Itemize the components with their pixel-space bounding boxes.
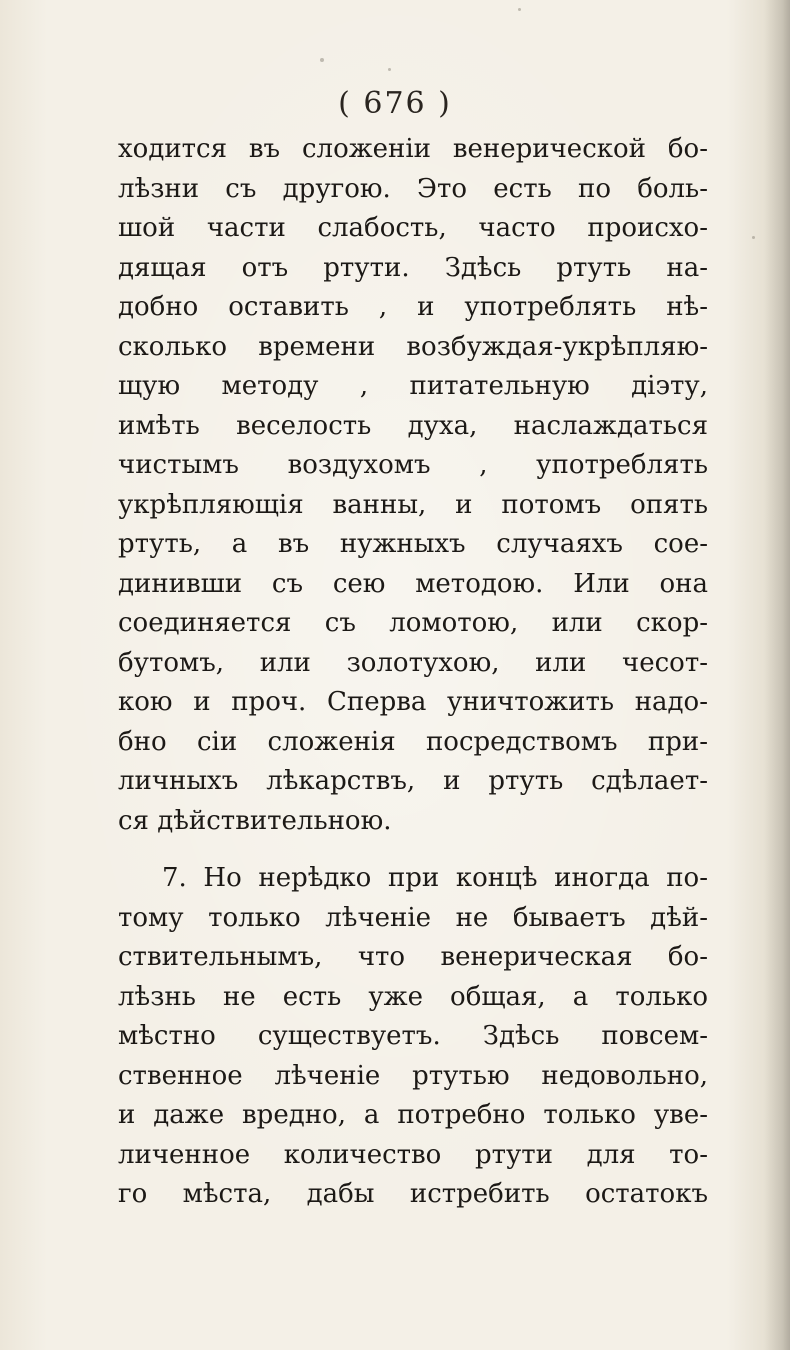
paper-speck — [752, 236, 755, 239]
text-line: соединяется съ ломотою, или скор- — [118, 608, 708, 638]
text-line: бно сiи сложенiя посредствомъ при- — [118, 726, 708, 757]
text-line: имѣть веселость духа, наслаждаться — [118, 410, 708, 441]
text-line: дящая отъ ртути. Здѣсь ртуть на- — [118, 252, 708, 283]
text-line: личныхъ лѣкарствъ, и ртуть сдѣлает- — [118, 766, 708, 796]
text-line: сколько времени возбуждая-укрѣпляю- — [118, 331, 708, 362]
text-line: чистымъ воздухомъ , употреблять — [118, 450, 708, 480]
body-text — [118, 130, 708, 1215]
paper-speck — [518, 8, 521, 11]
text-line: лѣзнь не есть уже общая, а только — [118, 981, 708, 1012]
paragraph — [118, 859, 708, 1215]
spine-shadow — [764, 0, 790, 1350]
text-line: го мѣста, дабы истребить остатокъ — [118, 1179, 708, 1209]
paper-speck — [320, 58, 324, 62]
text-line: добно оставить , и употреблять нѣ- — [118, 292, 708, 322]
text-line: укрѣпляющiя ванны, и потомъ опять — [118, 489, 708, 520]
text-line: ствительнымъ, что венерическая бо- — [118, 942, 708, 972]
text-line: шой части слабость, часто происхо- — [118, 213, 708, 243]
text-line: ртуть, а въ нужныхъ случаяхъ сое- — [118, 529, 708, 559]
text-line: кою и проч. Сперва уничтожить надо- — [118, 687, 708, 717]
text-line: динивши съ сею методою. Или она — [118, 568, 708, 599]
text-line: ся дѣйствительною. — [118, 805, 392, 836]
text-line: мѣстно существуетъ. Здѣсь повсем- — [118, 1021, 708, 1051]
text-line: и даже вредно, а потребно только уве- — [118, 1100, 708, 1130]
text-line: ходится въ сложенiи венерической бо- — [118, 134, 708, 164]
text-line: личенное количество ртути для то- — [118, 1139, 708, 1170]
page-number: ( 676 ) — [338, 86, 452, 121]
paragraph — [118, 130, 708, 841]
text-line: 7. Но нерѣдко при концѣ иногда по- — [162, 863, 708, 893]
text-line: щую методу , питательную дiэту, — [118, 371, 708, 401]
paragraph-gap — [118, 841, 708, 859]
paper-speck — [388, 68, 391, 71]
text-line: бутомъ, или золотухою, или чесот- — [118, 647, 708, 678]
text-line: тому только лѣченiе не бываетъ дѣй- — [118, 902, 708, 933]
text-line: лѣзни съ другою. Это есть по боль- — [118, 173, 708, 204]
text-line: ственное лѣченiе ртутью недовольно, — [118, 1060, 708, 1091]
